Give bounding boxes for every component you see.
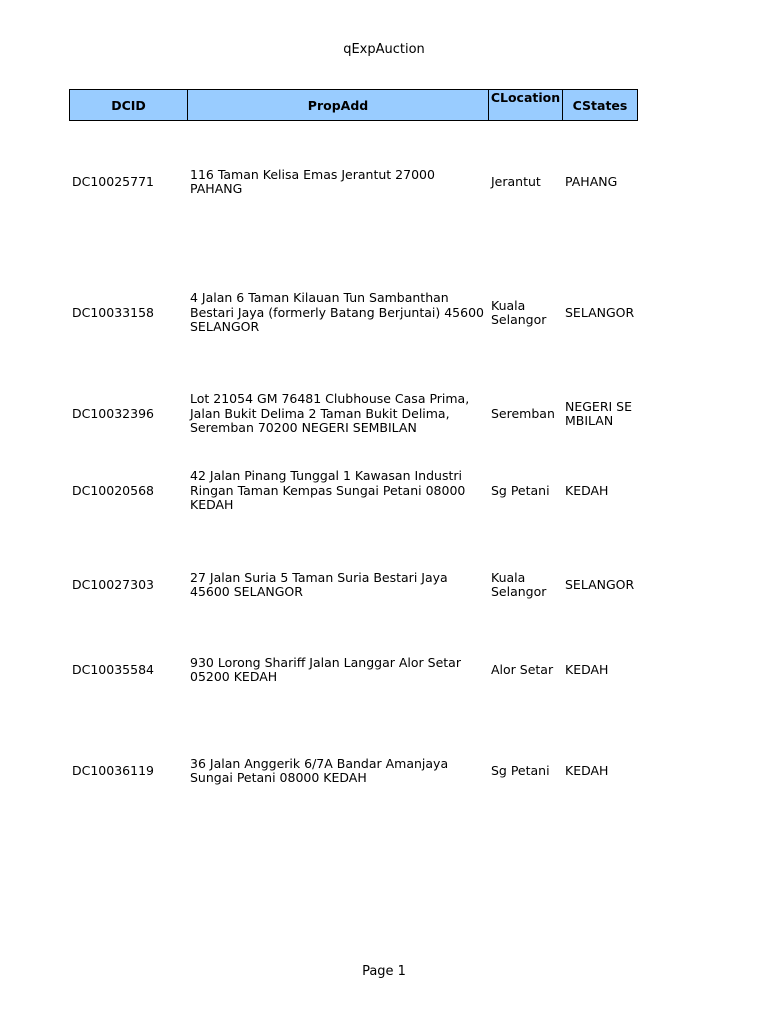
cell-propadd: 36 Jalan Anggerik 6/7A Bandar Amanjaya Sungai Petani 08000 KEDAH	[190, 755, 449, 785]
cell-dcid: DC10035584	[72, 661, 154, 677]
cell-cstates: KEDAH	[565, 482, 609, 498]
cell-cstates: SELANGOR	[565, 576, 635, 592]
cell-clocation: Kuala Selangor	[491, 569, 547, 599]
report-title: qExpAuction	[343, 42, 425, 57]
cell-cstates: PAHANG	[565, 173, 618, 189]
cell-propadd: 116 Taman Kelisa Emas Jerantut 27000 PAHANG	[190, 166, 435, 196]
cell-cstates: KEDAH	[565, 661, 609, 677]
column-header-dcid: DCID	[70, 90, 188, 120]
table-row	[69, 569, 636, 601]
table-row	[69, 290, 636, 336]
cell-propadd: 42 Jalan Pinang Tunggal 1 Kawasan Industri Ringan Taman Kempas Sungai Petani 08000 KEDAH	[190, 468, 466, 513]
cell-cstates: SELANGOR	[565, 304, 635, 320]
cell-clocation: Kuala Selangor	[491, 297, 547, 327]
table-header	[69, 89, 638, 121]
table-row	[69, 160, 636, 204]
cell-clocation: Alor Setar	[491, 661, 554, 677]
column-header-propadd: PropAdd	[188, 90, 489, 120]
cell-clocation: Sg Petani	[491, 482, 550, 498]
table-row	[69, 654, 636, 686]
cell-clocation: Jerantut	[491, 173, 541, 189]
cell-clocation: Sg Petani	[491, 762, 550, 778]
cell-dcid: DC10036119	[72, 762, 154, 778]
cell-dcid: DC10027303	[72, 576, 154, 592]
column-header-cstates: CStates	[572, 97, 628, 113]
cell-propadd: 27 Jalan Suria 5 Taman Suria Bestari Jaya 45600 SELANGOR	[190, 569, 448, 599]
table-row	[69, 391, 636, 437]
cell-dcid: DC10032396	[72, 405, 154, 421]
cell-dcid: DC10020568	[72, 482, 154, 498]
cell-propadd: 930 Lorong Shariff Jalan Langgar Alor Setar 05200 KEDAH	[190, 654, 461, 684]
cell-clocation: Seremban	[491, 405, 555, 421]
cell-cstates: KEDAH	[565, 762, 609, 778]
cell-propadd: 4 Jalan 6 Taman Kilauan Tun Sambanthan Bestari Jaya (formerly Batang Berjuntai) 45600 SELANGOR	[190, 290, 484, 335]
table-row	[69, 755, 636, 787]
cell-dcid: DC10033158	[72, 304, 154, 320]
cell-cstates: NEGERI SEMBILAN	[565, 398, 633, 428]
page-number: Page 1	[362, 964, 406, 979]
cell-dcid: DC10025771	[72, 173, 154, 189]
table-row	[69, 468, 636, 514]
cell-propadd: Lot 21054 GM 76481 Clubhouse Casa Prima, Jalan Bukit Delima 2 Taman Bukit Delima, Seremban 70200 NEGERI SEMBILAN	[190, 391, 470, 436]
column-header-clocation: CLocation	[489, 90, 563, 120]
